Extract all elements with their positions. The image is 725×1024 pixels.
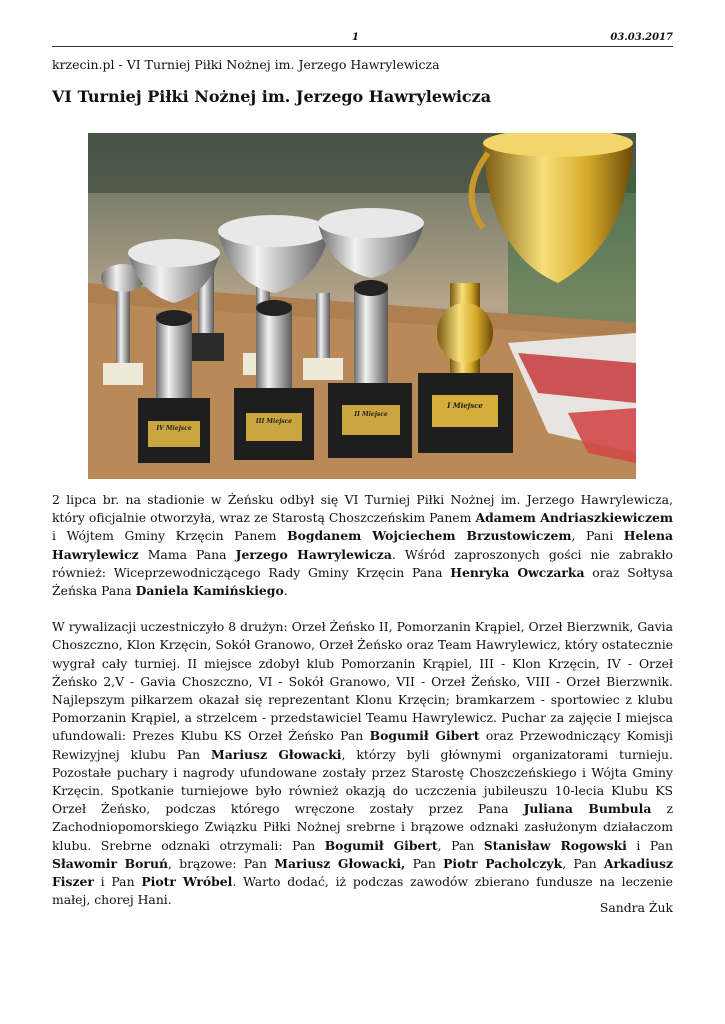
- plaque-label-3: III Miejsce: [255, 418, 293, 425]
- bold-name: Jerzego Hawrylewicza: [235, 546, 392, 562]
- bold-name: Stanisław Rogowski: [483, 837, 627, 853]
- text-run: , Pani: [571, 528, 624, 544]
- source-line: krzecin.pl - VI Turniej Piłki Nożnej im. Jerzego Hawrylewicza: [52, 57, 440, 72]
- text-run: , brązowe: Pan: [167, 855, 275, 871]
- text-run: i Wójtem Gminy Krzęcin Panem: [52, 528, 288, 544]
- bold-name: Mariusz Głowacki: [211, 746, 342, 762]
- bold-name: Juliana Bumbula: [523, 801, 652, 817]
- plaque-label-1: I Miejsce: [447, 401, 483, 410]
- bold-name: Daniela Kamińskiego: [135, 583, 284, 599]
- trophies-photo: [88, 133, 636, 479]
- bold-name: Helena Hawrylewicz: [52, 528, 674, 562]
- paragraph-1: [52, 491, 673, 600]
- bold-name: Adamem Andriaszkiewiczem: [475, 510, 673, 526]
- text-run: . Warto dodać, iż podczas zawodów zbierano fundusze na leczenie małej, chorej Hani.: [52, 874, 674, 908]
- plaque-label-2: II Miejsce: [354, 411, 388, 418]
- text-run: . Wśród zaproszonych gości nie zabrakło również: Wiceprzewodniczącego Rady Gminy Krzęcin Pana: [52, 546, 674, 580]
- trophies-illustration: [88, 133, 636, 479]
- text-run: oraz Przewodniczący Komisji Rewizyjnej klubu Pan: [52, 728, 673, 762]
- text-run: i Pan: [626, 837, 673, 853]
- text-run: z Zachodniopomorskiego Związku Piłki Nożnej srebrne i brązowe odznaki zasłużonym działaczom klubu. Srebrne odznaki otrzymali: Pan: [52, 801, 673, 853]
- text-run: .: [283, 583, 288, 599]
- bold-name: Bogumił Gibert: [324, 837, 438, 853]
- article-body: [52, 491, 673, 927]
- text-run: , Pan: [562, 855, 604, 871]
- page-number: 1: [352, 32, 359, 43]
- bold-name: Bogumił Gibert: [369, 728, 480, 744]
- text-run: , Pan: [437, 837, 484, 853]
- plaque-label-4: IV Miejsce: [156, 425, 192, 432]
- page-date: 03.03.2017: [610, 32, 673, 43]
- author-signature: Sandra Żuk: [599, 900, 673, 915]
- text-run: Mama Pana: [138, 546, 236, 562]
- text-run: i Pan: [93, 874, 142, 890]
- text-run: W rywalizacji uczestniczyło 8 drużyn: Orzeł Żeńsko II, Pomorzanin Krąpiel, Orzeł Bierzwnik, Gavia Choszczno, Klon Krzęcin, Sokół Granowo, Orzeł Żeńsko oraz Team Hawrylewicz, który ostatecznie wygrał cały turniej. II miejsce zdobył klub Pomorzanin Krąpiel, III - Klon Krzęcin, IV - Orzeł Żeńsko 2,V - Gavia Choszczno, VI - Sokół Granowo, VII - Orzeł Żeńsko, VIII - Orzeł Bierzwnik. Najlepszym piłkarzem okazał się reprezentant Klonu Krzęcin; bramkarzem - sportowiec z klubu Pomorzanin Krąpiel, a strzelcem - przedstawiciel Teamu Hawrylewicz. Puchar za zajęcie I miejsca ufundowali: Prezes Klubu KS Orzeł Żeńsko Pan: [52, 619, 673, 744]
- bold-name: Henryka Owczarka: [450, 564, 585, 580]
- bold-name: Mariusz Głowacki,: [274, 855, 406, 871]
- bold-name: Arkadiusz Fiszer: [52, 855, 674, 890]
- text-run: , którzy byli głównymi organizatorami turnieju. Pozostałe puchary i nagrody ufundowane zostały przez Starostę Choszczeńskiego i Wójta Gminy Krzęcin. Spotkanie turniejowe było również okazją do uczczenia jubileuszu 10-lecia Klubu KS Orzeł Żeńsko, podczas którego wręczone zostały przez Pana: [52, 746, 673, 817]
- page-header: [52, 30, 673, 47]
- bold-name: Piotr Wróbel: [141, 874, 233, 890]
- text-run: 2 lipca br. na stadionie w Żeńsku odbył się VI Turniej Piłki Nożnej im. Jerzego Hawrylewicza, który oficjalnie otworzyła, wraz ze Starostą Choszczeńskim Panem: [52, 492, 673, 526]
- text-run: Pan: [405, 855, 444, 871]
- bold-name: Piotr Pacholczyk: [443, 855, 563, 871]
- bold-name: Sławomir Boruń: [52, 855, 168, 871]
- text-run: oraz Sołtysa Żeńska Pana: [52, 564, 673, 599]
- bold-name: Bogdanem Wojciechem Brzustowiczem: [287, 528, 572, 544]
- paragraph-2: [52, 618, 673, 909]
- article-title: VI Turniej Piłki Nożnej im. Jerzego Hawrylewicza: [52, 87, 492, 106]
